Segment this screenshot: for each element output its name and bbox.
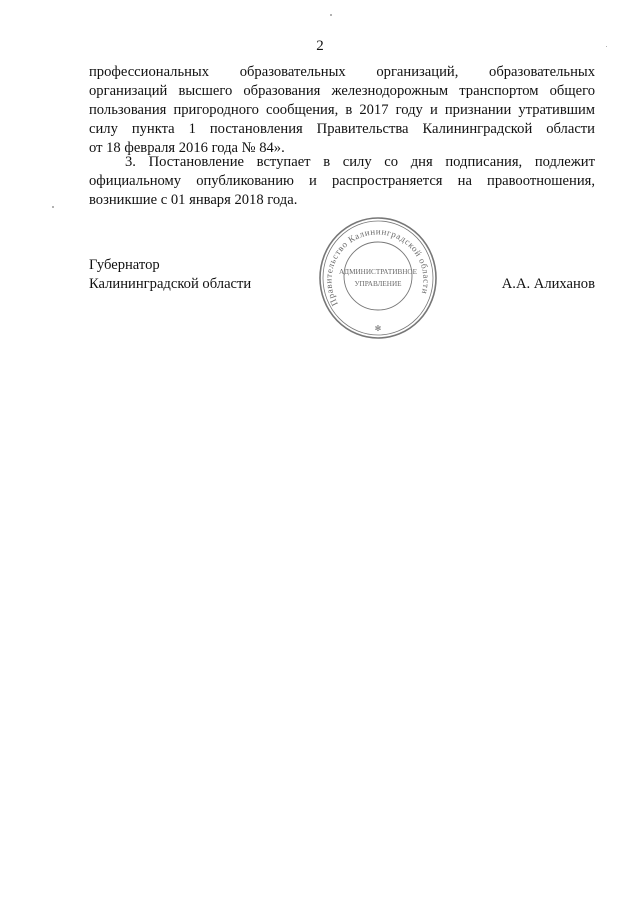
scan-speck: [52, 206, 54, 208]
text-line: возникшие с 01 января 2018 года.: [89, 192, 298, 208]
scan-speck: [330, 14, 332, 16]
signatory-position-line: Калининградской области: [89, 276, 252, 292]
text-line: профессиональных образовательных организаций, образовательных: [89, 64, 595, 80]
scan-speck: [606, 46, 607, 47]
paragraph-continuation: [89, 63, 595, 158]
text-line: организаций высшего образования железнодорожным транспортом общего: [89, 83, 595, 99]
official-seal: [316, 212, 440, 342]
signatory-name: А.А. Алиханов: [501, 276, 595, 292]
seal-ring-text: Правительство Калининградской области: [323, 226, 432, 308]
paragraph-3: [89, 153, 595, 210]
seal-stamp-image: [316, 212, 440, 342]
seal-center-line: УПРАВЛЕНИЕ: [354, 280, 402, 288]
page-number: 2: [316, 38, 324, 54]
seal-center-line: АДМИНИСТРАТИВНОЕ: [338, 268, 418, 276]
text-line: от 18 февраля 2016 года № 84».: [89, 140, 285, 156]
text-line: пользования пригородного сообщения, в 2017 году и признании утратившим: [89, 102, 595, 118]
signatory-position: [89, 256, 251, 294]
signatory-position-line: Губернатор: [89, 257, 160, 273]
text-line: 3. Постановление вступает в силу со дня подписания, подлежит: [125, 154, 595, 170]
text-line: официальному опубликованию и распространяется на правоотношения,: [89, 173, 595, 189]
seal-star-icon: ✻: [374, 324, 382, 333]
text-line: силу пункта 1 постановления Правительства Калининградской области: [89, 121, 595, 137]
